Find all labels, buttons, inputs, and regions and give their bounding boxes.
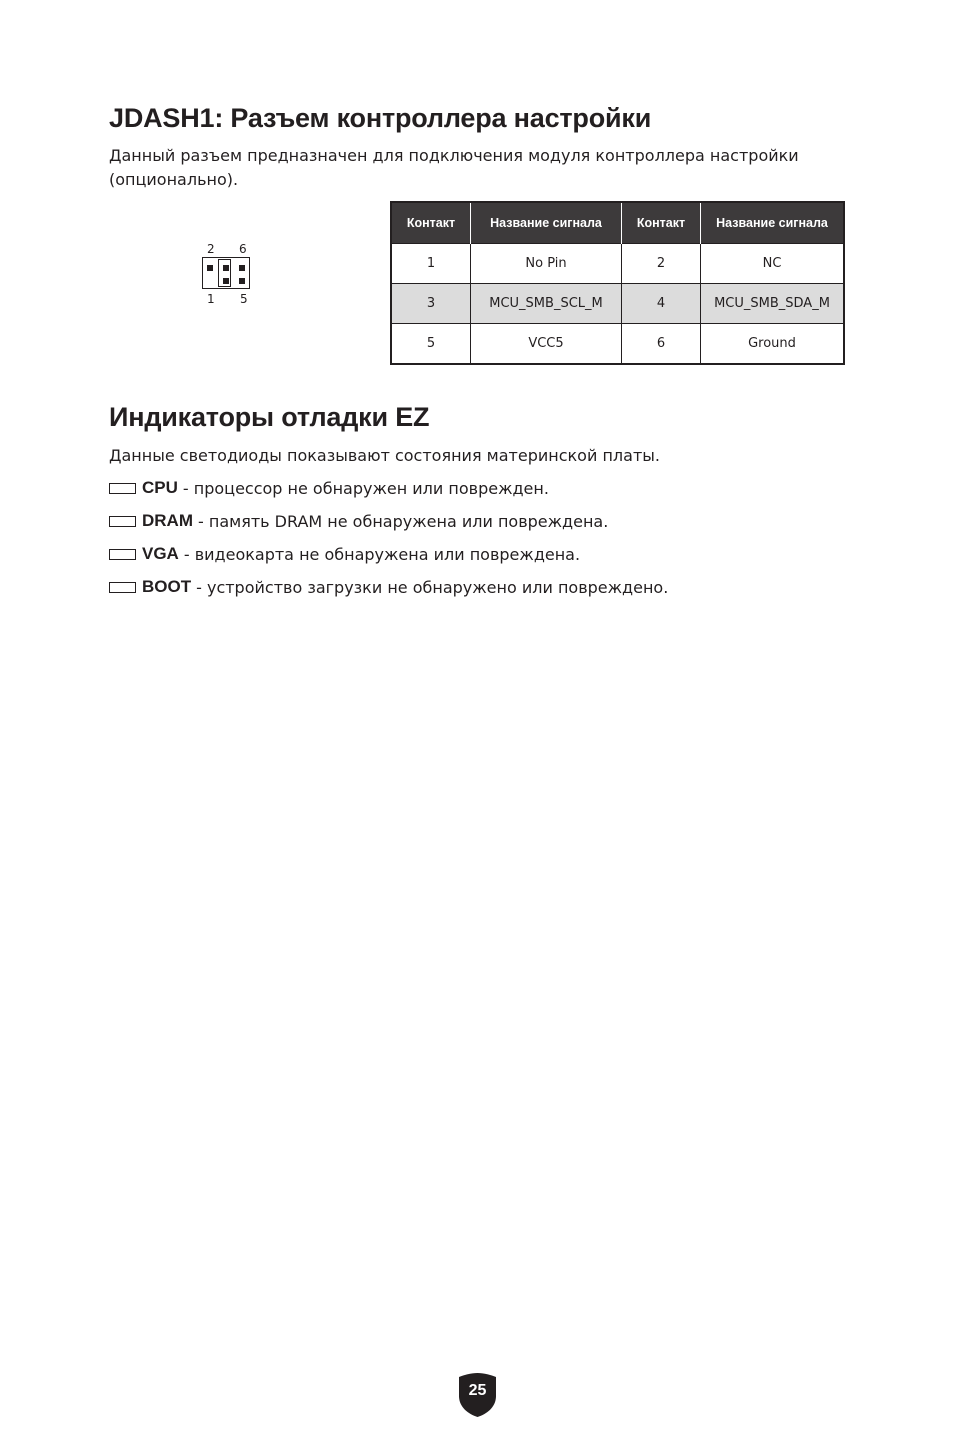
led-name: CPU: [142, 478, 178, 497]
table-row: [391, 244, 844, 284]
table-row: [391, 324, 844, 365]
table-cell: 1: [391, 244, 471, 284]
pin-6: [239, 265, 245, 271]
led-text: - видеокарта не обнаружена или повреждена.: [183, 544, 581, 564]
pin-4: [223, 265, 229, 271]
led-item-dram: [109, 511, 608, 531]
pin-label-6: 6: [239, 242, 247, 256]
pin-2: [207, 265, 213, 271]
led-item-cpu: [109, 478, 549, 498]
table-cell: MCU_SMB_SCL_M: [471, 284, 622, 324]
table-cell: NC: [701, 244, 845, 284]
table-cell: 6: [622, 324, 701, 365]
led-item-boot: [109, 577, 668, 597]
led-text: - память DRAM не обнаружена или повреждена.: [198, 511, 609, 531]
header-pin: Контакт: [391, 202, 471, 244]
pin-3: [223, 278, 229, 284]
table-cell: No Pin: [471, 244, 622, 284]
jdash-connector-diagram: [196, 240, 266, 310]
connector-body: [202, 257, 250, 289]
led-name: VGA: [142, 544, 179, 563]
header-pin: Контакт: [622, 202, 701, 244]
led-icon: [109, 483, 136, 494]
ez-description: Данные светодиоды показывают состояния материнской платы.: [109, 446, 660, 465]
led-text: - процессор не обнаружен или поврежден.: [182, 478, 549, 498]
table-cell: Ground: [701, 324, 845, 365]
table-cell: MCU_SMB_SDA_M: [701, 284, 845, 324]
table-cell: 2: [622, 244, 701, 284]
jdash-pin-table: [390, 201, 845, 365]
led-icon: [109, 582, 136, 593]
table-cell: 3: [391, 284, 471, 324]
led-icon: [109, 549, 136, 560]
page-number: 25: [468, 1382, 487, 1399]
section-title-jdash: JDASH1: Разъем контроллера настройки: [109, 103, 652, 133]
section-title-ez-debug: Индикаторы отладки EZ: [109, 402, 430, 432]
header-signal: Название сигнала: [471, 202, 622, 244]
pin-label-2: 2: [207, 242, 215, 256]
led-item-vga: [109, 544, 580, 564]
pin-label-5: 5: [240, 292, 248, 306]
pin-5: [239, 278, 245, 284]
table-header-row: [391, 202, 844, 244]
table-cell: VCC5: [471, 324, 622, 365]
led-text: - устройство загрузки не обнаружено или повреждено.: [196, 577, 669, 597]
header-signal: Название сигнала: [701, 202, 845, 244]
table-cell: 4: [622, 284, 701, 324]
pin-label-1: 1: [207, 292, 215, 306]
table-cell: 5: [391, 324, 471, 365]
led-icon: [109, 516, 136, 527]
jdash-description: Данный разъем предназначен для подключения модуля контроллера настройки (опционально).: [109, 146, 799, 189]
table-row: [391, 284, 844, 324]
led-name: DRAM: [142, 511, 193, 530]
led-name: BOOT: [142, 577, 192, 596]
